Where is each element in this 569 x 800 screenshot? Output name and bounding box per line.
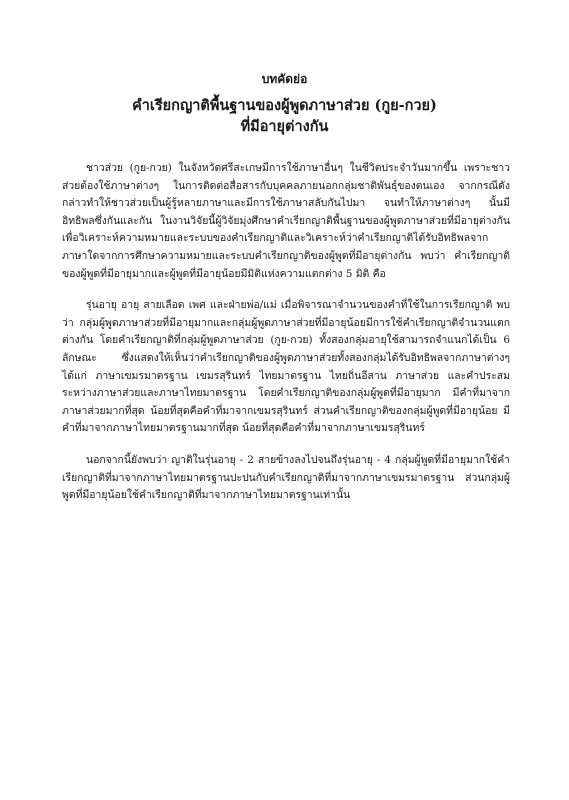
title-line-1: คำเรียกญาติพื้นฐานของผู้พูดภาษาส่วย (กูย-กวย) <box>132 97 437 114</box>
title-line-2: ที่มีอายุต่างกัน <box>240 118 329 135</box>
abstract-paragraph-2: รุ่นอายุ อายุ สายเลือด เพศ และฝ่ายพ่อ/แม่ เมื่อพิจารณาจำนวนของคำที่ใช้ในการเรียกญาติ พบว่า กลุ่มผู้พูดภาษาส่วยที่มีอายุมากและกลุ่มผู้พูดภาษาส่วยที่มีอายุน้อยมีการใช้คำเรียกญาติจำนวนแตกต่างกัน โดยคำเรียกญาติที่กลุ่มผู้พูดภาษาส่วย (กูย-กวย) ทั้งสองกลุ่มอายุใช้สามารถจำแนกได้เป็น 6 ลักษณะ ซึ่งแสดงให้เห็นว่าคำเรียกญาติของผู้พูดภาษาส่วยทั้งสองกลุ่มได้รับอิทธิพลจากภาษาต่างๆ ได้แก่ ภาษาเขมรมาตรฐาน เขมรสุรินทร์ ไทยมาตรฐาน ไทยถิ่นอีสาน ภาษาส่วย และคำประสมระหว่างภาษาส่วยและภาษาไทยมาตรฐาน โดยคำเรียกญาติของกลุ่มผู้พูดที่มีอายุมาก มีคำที่มาจากภาษาส่วยมากที่สุด น้อยที่สุดคือคำที่มาจากเขมรสุรินทร์ ส่วนคำเรียกญาติของกลุ่มผู้พูดที่มีอายุน้อย มีคำที่มาจากภาษาไทยมาตรฐานมากที่สุด น้อยที่สุดคือคำที่มาจากภาษาเขมรสุรินทร์ <box>62 299 510 435</box>
abstract-paragraph-1: ชาวส่วย (กูย-กวย) ในจังหวัดศรีสะเกษมีการใช้ภาษาอื่นๆ ในชีวิตประจำวันมากขึ้น เพราะชาวส่วยต้องใช้ภาษาต่างๆ ในการติดต่อสื่อสารกับบุคคลภายนอกกลุ่มชาติพันธุ์ของตนเอง จากกรณีดังกล่าวทำให้ชาวส่วยเป็นผู้รู้หลายภาษาและมีการใช้ภาษาสลับกันไปมา จนทำให้ภาษาต่างๆ นั้นมีอิทธิพลซึ่งกันและกัน ในงานวิจัยนี้ผู้วิจัยมุ่งศึกษาคำเรียกญาติพื้นฐานของผู้พูดภาษาส่วยที่มีอายุต่างกัน เพื่อวิเคราะห์ความหมายและระบบของคำเรียกญาติและวิเคราะห์ว่าคำเรียกญาติได้รับอิทธิพลจากภาษาใดจากการศึกษาความหมายและระบบคำเรียกญาติของผู้พูดที่มีอายุต่างกัน พบว่า คำเรียกญาติของผู้พูดที่มีอายุมากและผู้พูดที่มีอายุน้อยมีมิติแห่งความแตกต่าง 5 มิติ คือ <box>62 162 510 280</box>
abstract-body <box>62 160 510 505</box>
abstract-heading: บทคัดย่อ <box>261 72 308 86</box>
abstract-paragraph-3: นอกจากนี้ยังพบว่า ญาติในรุ่นอายุ - 2 สายข้างลงไปจนถึงรุ่นอายุ - 4 กลุ่มผู้พูดที่มีอายุมากใช้คำเรียกญาติที่มาจากภาษาไทยมาตรฐานปะปนกับคำเรียกญาติที่มาจากภาษาเขมรมาตรฐาน ส่วนกลุ่มผู้พูดที่มีอายุน้อยใช้คำเรียกญาติที่มาจากภาษาไทยมาตรฐานเท่านั้น <box>62 453 510 502</box>
